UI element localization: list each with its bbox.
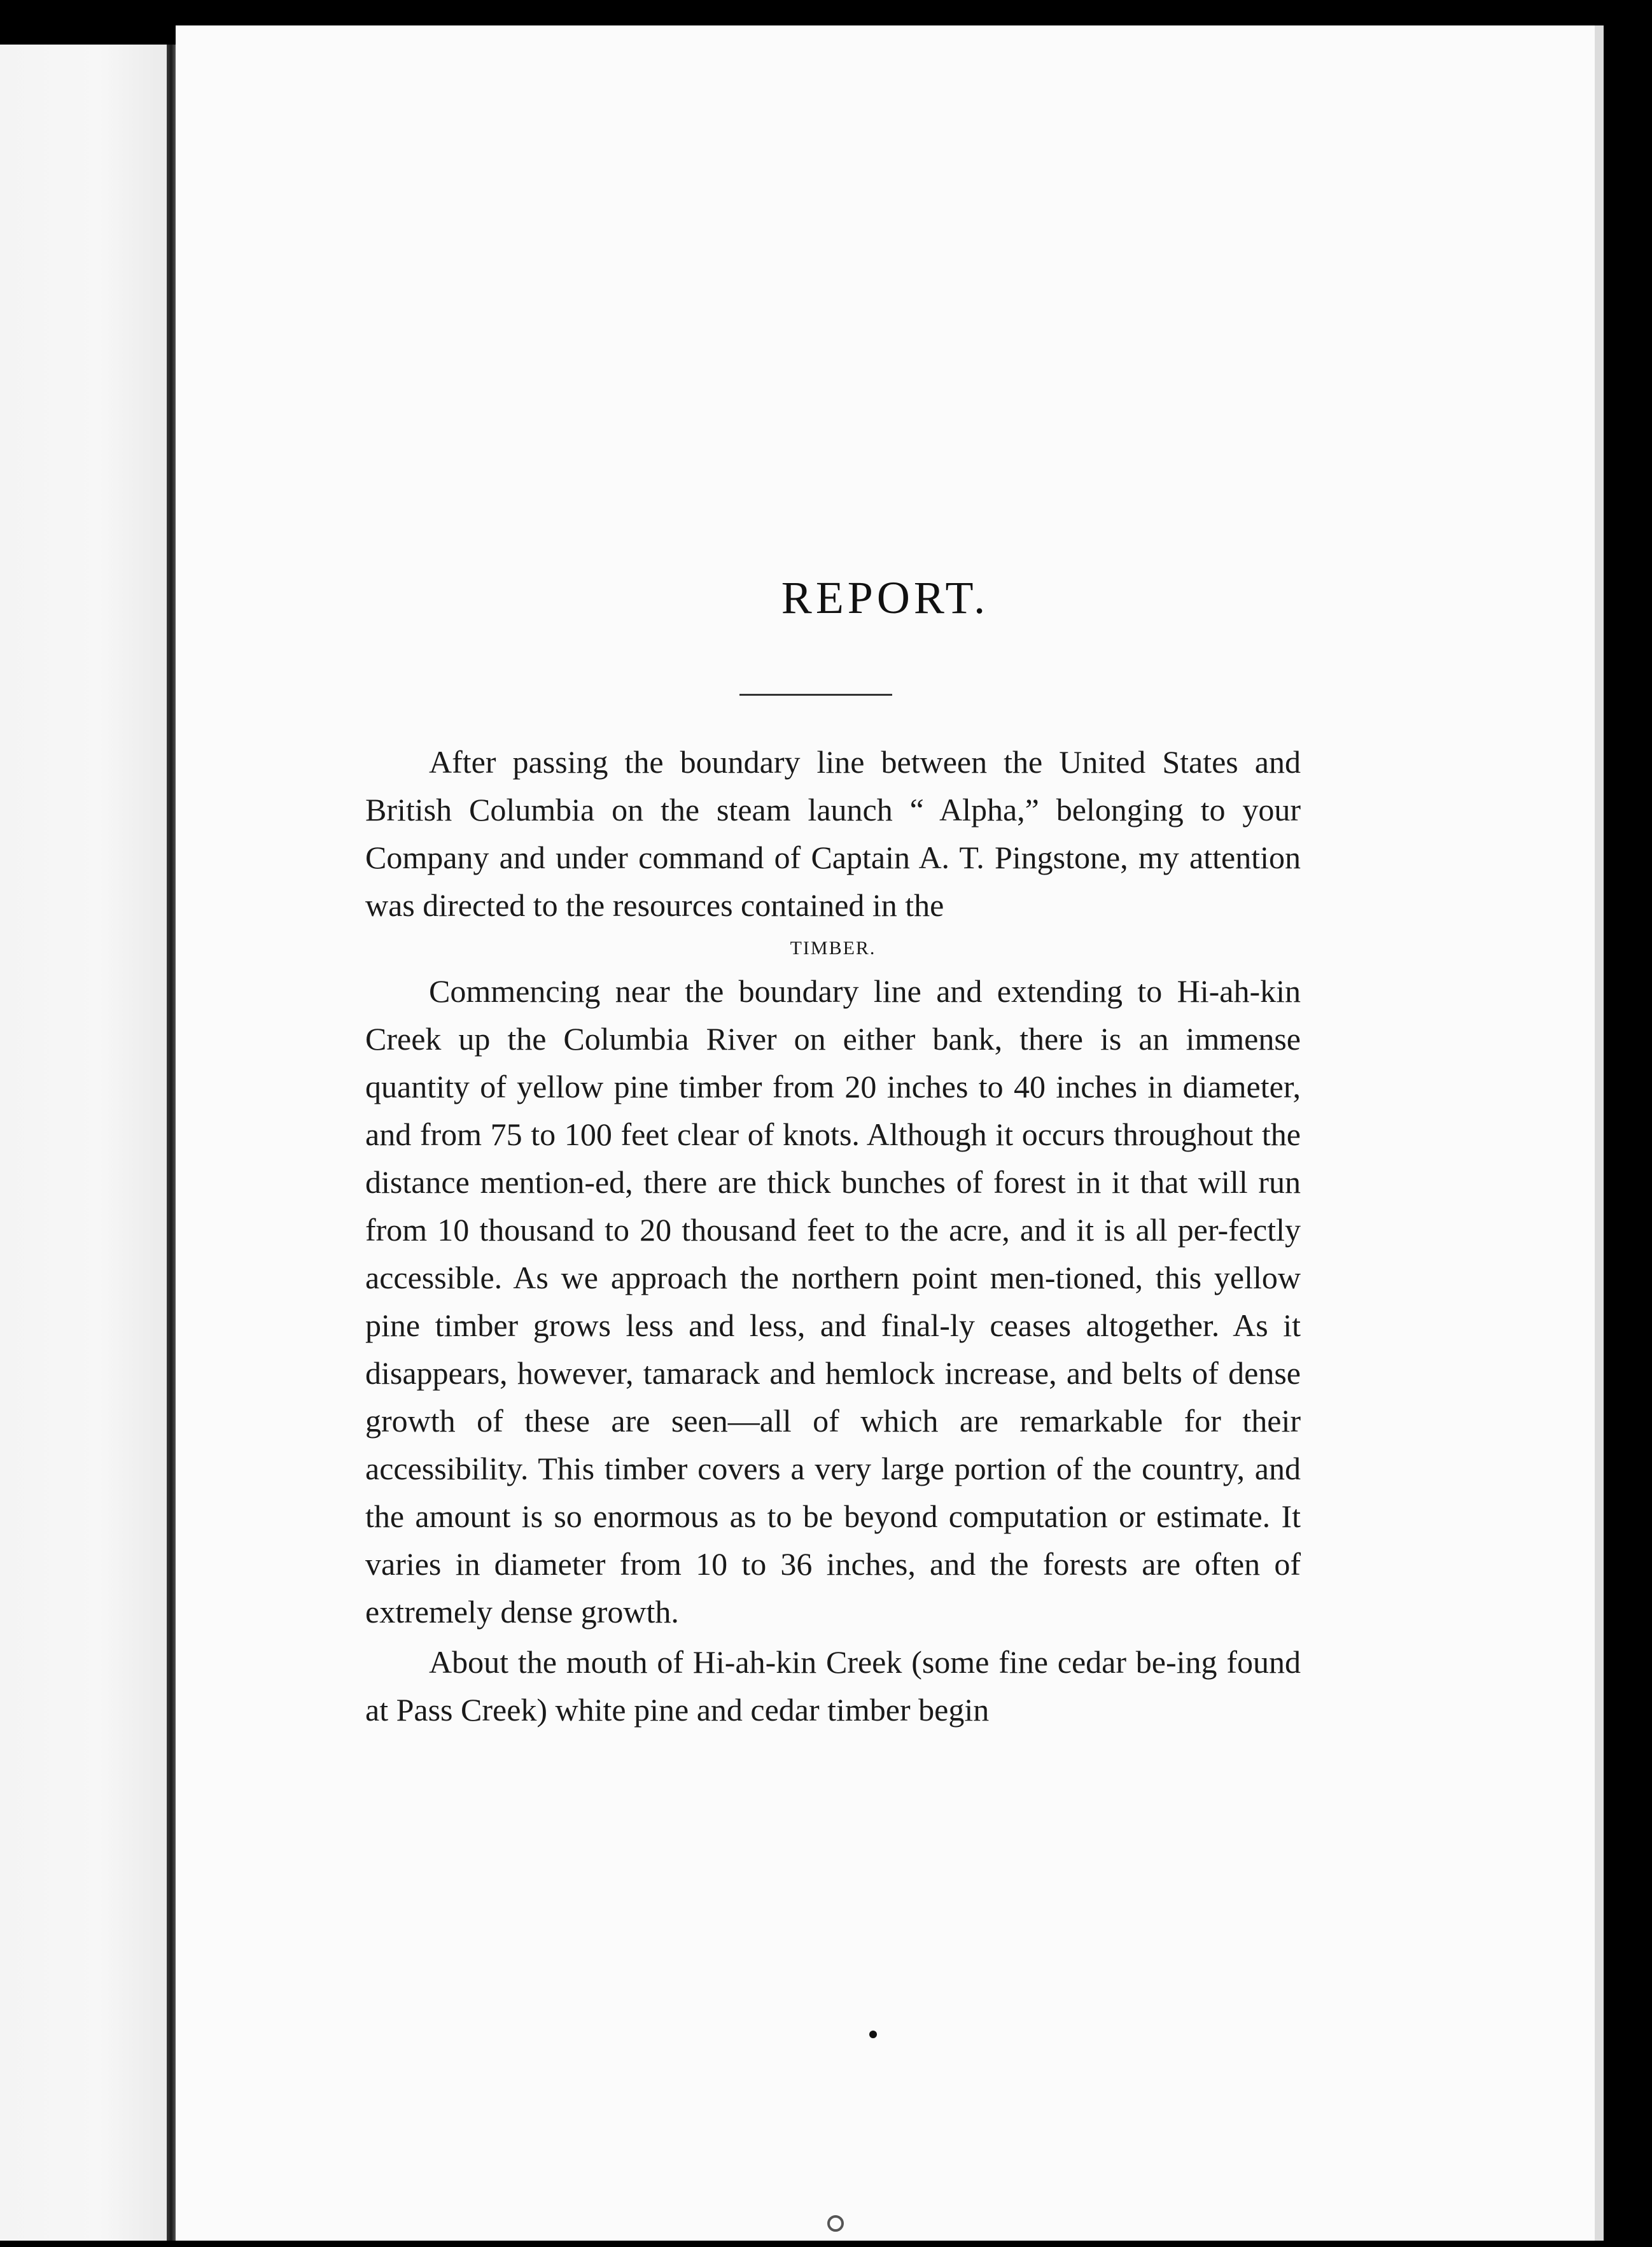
paragraph-hi-ah-kin: About the mouth of Hi-ah-kin Creek (some fine cedar be-ing found at Pass Creek) white pine and cedar timber begin bbox=[365, 1644, 1301, 1728]
page-dot-mark bbox=[869, 2031, 877, 2038]
binding-mark bbox=[827, 2215, 844, 2232]
paragraph-intro: After passing the boundary line between the United States and British Columbia on the steam launch “ Alpha,” belonging to your Company and under command of Captain A. T. Pingstone, my attention was directed to the resources contained in the bbox=[365, 744, 1301, 923]
body-text bbox=[365, 738, 1301, 1734]
section-heading-timber: TIMBER. bbox=[790, 938, 876, 959]
paragraph-timber: Commencing near the boundary line and extending to Hi-ah-kin Creek up the Columbia River on either bank, there is an immense quantity of yellow pine timber from 20 inches to 40 inches in diameter, and from 75 to 100 feet clear of knots. Although it occurs throughout the distance mention-ed, there are thick bunches of forest in it that will run from 10 thousand to 20 thousand feet to the acre, and it is all per-fectly accessible. As we approach the northern point men-tioned, this yellow pine timber grows less and less, and final-ly ceases altogether. As it disappears, however, tamarack and hemlock increase, and belts of dense growth of these are seen—all of which are remarkable for their accessibility. This timber covers a very large portion of the country, and the amount is so enormous as to be beyond computation or estimate. It varies in diameter from 10 to 36 inches, and the forests are often of extremely dense growth. bbox=[365, 973, 1301, 1630]
facing-page-edge bbox=[0, 45, 167, 2241]
page-right-edge bbox=[1595, 25, 1604, 2241]
page-title: REPORT. bbox=[781, 572, 990, 623]
title-divider bbox=[739, 694, 892, 696]
document-page bbox=[176, 25, 1595, 2241]
book-gutter bbox=[167, 45, 176, 2241]
